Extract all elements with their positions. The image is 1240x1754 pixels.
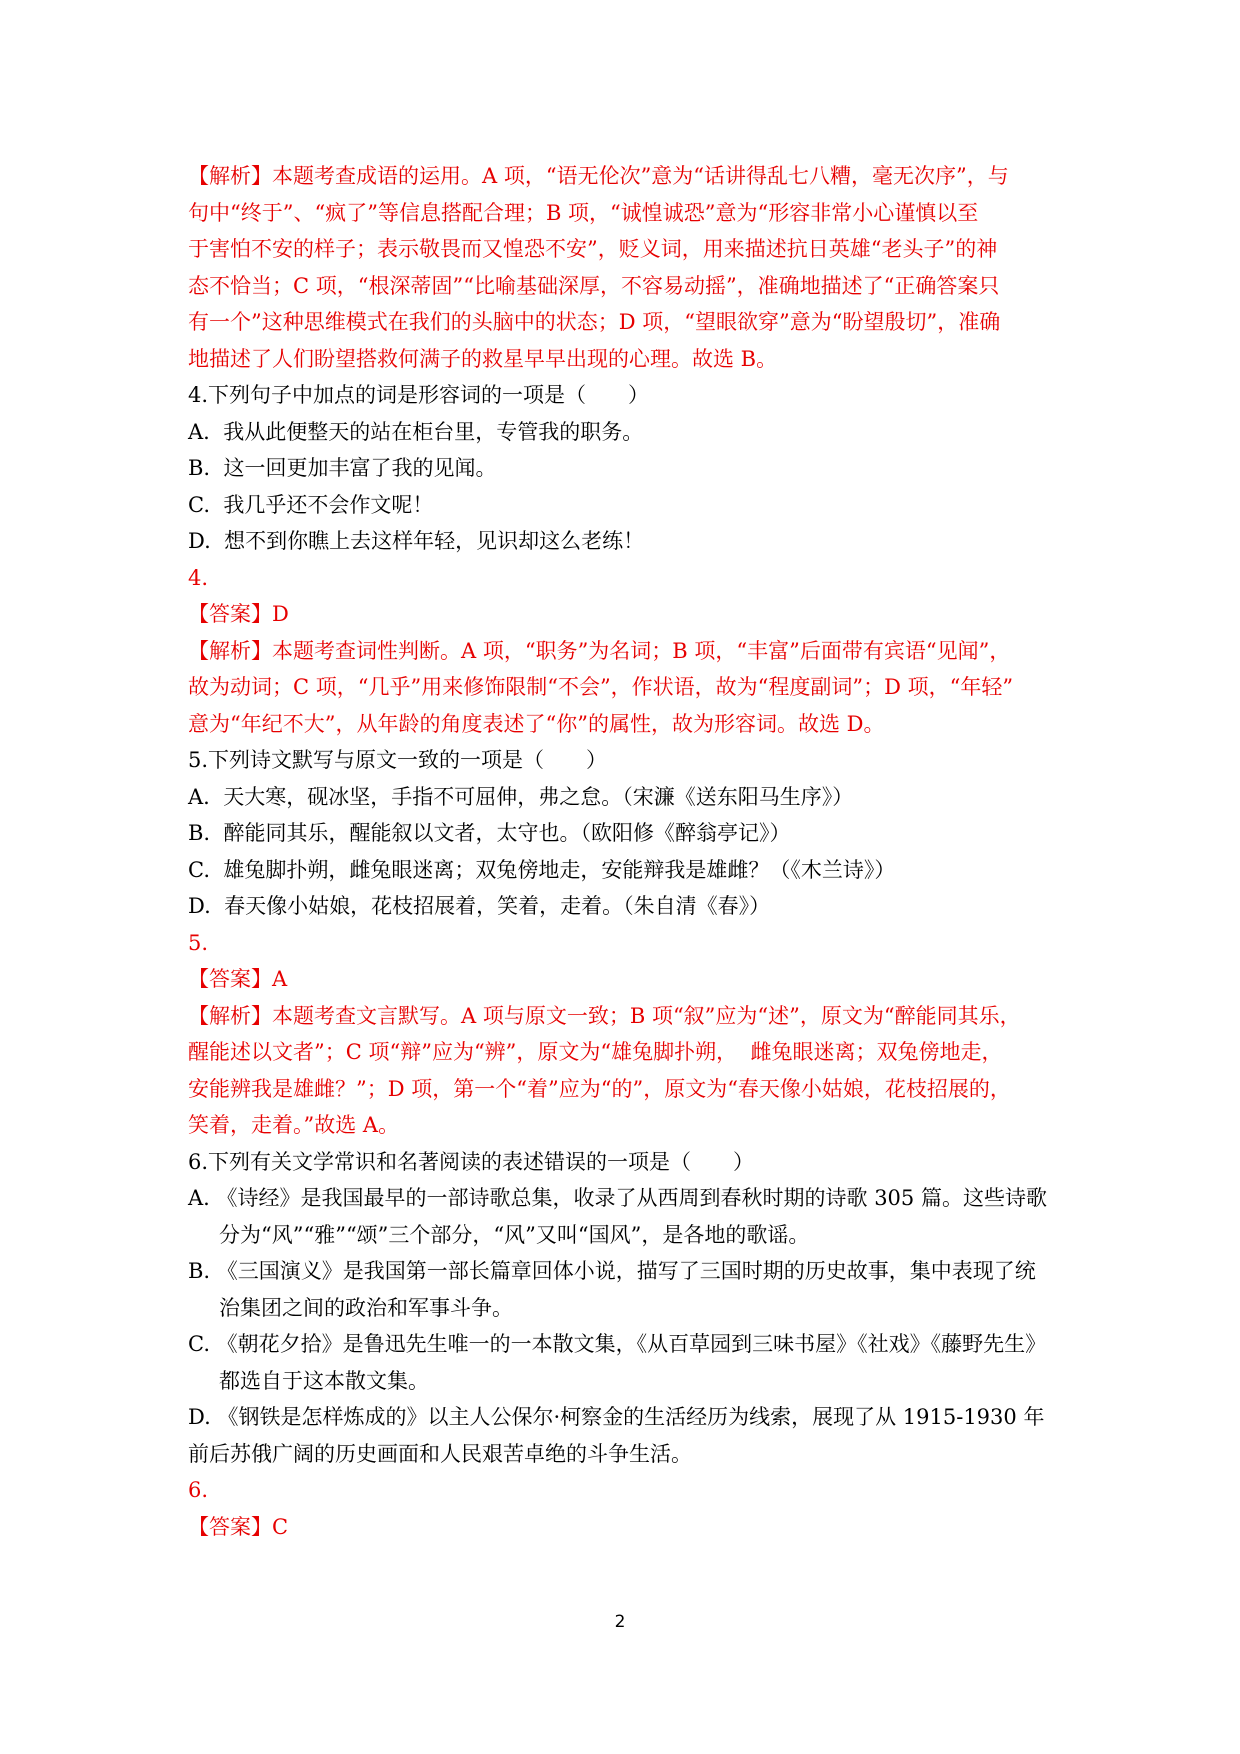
q4-option-c: C. 我几乎还不会作文呢！ bbox=[188, 492, 434, 517]
q6-option-b: B. 《三国演义》是我国第一部长篇章回体小说，描写了三国时期的历史故事，集中表现了统 bbox=[188, 1259, 1036, 1283]
q3-analysis-line: 句中“终于”、“疯了”等信息搭配合理；B 项，“诚惶诚恐”意为“形容非常小心谨慎以至 bbox=[188, 200, 979, 225]
q5-option-a: A. 天大寒，砚冰坚，手指不可屈伸，弗之怠。（宋濂《送东阳马生序》） bbox=[188, 784, 854, 809]
q4-number: 4. bbox=[188, 565, 209, 590]
q3-analysis-line: 态不恰当；C 项，“根深蒂固”“比喻基础深厚，不容易动摇”，准确地描述了“正确答案只 bbox=[188, 273, 1000, 298]
q4-answer: 【答案】D bbox=[188, 602, 289, 626]
q5-stem: 5.下列诗文默写与原文一致的一项是（ ） bbox=[188, 748, 608, 772]
q3-analysis-line: 【解析】本题考查成语的运用。A 项，“语无伦次”意为“话讲得乱七八糟，毫无次序”，与 bbox=[188, 164, 1009, 188]
q4-analysis-line: 故为动词；C 项，“几乎”用来修饰限制“不会”，作状语，故为“程度副词”；D 项，“年轻” bbox=[188, 675, 1014, 699]
q6-option-b-continued: 治集团之间的政治和军事斗争。 bbox=[219, 1295, 513, 1320]
q5-option-c: C. 雄兔脚扑朔，雌兔眼迷离；双兔傍地走，安能辩我是雄雌？（《木兰诗》） bbox=[188, 857, 896, 882]
q4-option-d: D. 想不到你瞧上去这样年轻，见识却这么老练！ bbox=[188, 529, 645, 553]
q5-analysis-line: 醒能述以文者”；C 项“辩”应为“辨”，原文为“雄兔脚扑朔， 雌兔眼迷离；双兔傍地走， bbox=[188, 1040, 1003, 1064]
q6-number: 6. bbox=[188, 1478, 209, 1502]
q5-analysis-line: 笑着，走着。”故选 A。 bbox=[188, 1113, 400, 1137]
q6-stem: 6.下列有关文学常识和名著阅读的表述错误的一项是（ ） bbox=[188, 1149, 755, 1174]
q3-analysis-line: 有一个”这种思维模式在我们的头脑中的状态；D 项，“望眼欲穿”意为“盼望殷切”，准确 bbox=[188, 310, 1001, 334]
q5-number: 5. bbox=[188, 930, 209, 955]
q6-option-c: C. 《朝花夕拾》是鲁迅先生唯一的一本散文集，《从百草园到三味书屋》《社戏》《藤野先生》 bbox=[188, 1332, 1047, 1356]
q5-answer: 【答案】A bbox=[188, 967, 288, 991]
q4-option-a: A. 我从此便整天的站在柜台里，专管我的职务。 bbox=[188, 419, 644, 444]
q5-option-d: D. 春天像小姑娘，花枝招展着，笑着，走着。（朱自清《春》） bbox=[188, 894, 771, 918]
document-body bbox=[188, 158, 1068, 1545]
q4-analysis-line: 意为“年纪不大”，从年龄的角度表述了“你”的属性，故为形容词。故选 D。 bbox=[188, 711, 885, 736]
q6-option-d-continued: 前后苏俄广阔的历史画面和人民艰苦卓绝的斗争生活。 bbox=[188, 1441, 692, 1466]
q4-analysis-line: 【解析】本题考查词性判断。A 项，“职务”为名词；B 项，“丰富”后面带有宾语“见闻”， bbox=[188, 638, 1011, 663]
q6-answer: 【答案】C bbox=[188, 1514, 289, 1539]
q4-option-b: B. 这一回更加丰富了我的见闻。 bbox=[188, 456, 497, 480]
q3-analysis-line: 地描述了人们盼望搭救何满子的救星早早出现的心理。故选 B。 bbox=[188, 346, 778, 371]
q5-option-b: B. 醉能同其乐，醒能叙以文者，太守也。（欧阳修《醉翁亭记》） bbox=[188, 821, 791, 845]
page-number: 2 bbox=[614, 1612, 626, 1632]
q3-analysis-line: 于害怕不安的样子；表示敬畏而又惶恐不安”，贬义词，用来描述抗日英雄“老头子”的神 bbox=[188, 237, 998, 261]
q4-stem: 4.下列句子中加点的词是形容词的一项是（ ） bbox=[188, 383, 650, 407]
q5-analysis-line: 安能辨我是雄雌？”；D 项，第一个“着”应为“的”，原文为“春天像小姑娘，花枝招展的， bbox=[188, 1076, 1011, 1101]
q6-option-c-continued: 都选自于这本散文集。 bbox=[219, 1368, 429, 1393]
q6-option-a: A. 《诗经》是我国最早的一部诗歌总集，收录了从西周到春秋时期的诗歌 305 篇。这些诗歌 bbox=[188, 1186, 1047, 1210]
q6-option-a-continued: 分为“风”“雅”“颂”三个部分，“风”又叫“国风”，是各地的歌谣。 bbox=[219, 1222, 810, 1247]
q5-analysis-line: 【解析】本题考查文言默写。A 项与原文一致；B 项“叙”应为“述”，原文为“醉能同其乐， bbox=[188, 1003, 1021, 1028]
q6-option-d: D. 《钢铁是怎样炼成的》以主人公保尔·柯察金的生活经历为线索，展现了从 1915-1930 年 bbox=[188, 1405, 1045, 1429]
